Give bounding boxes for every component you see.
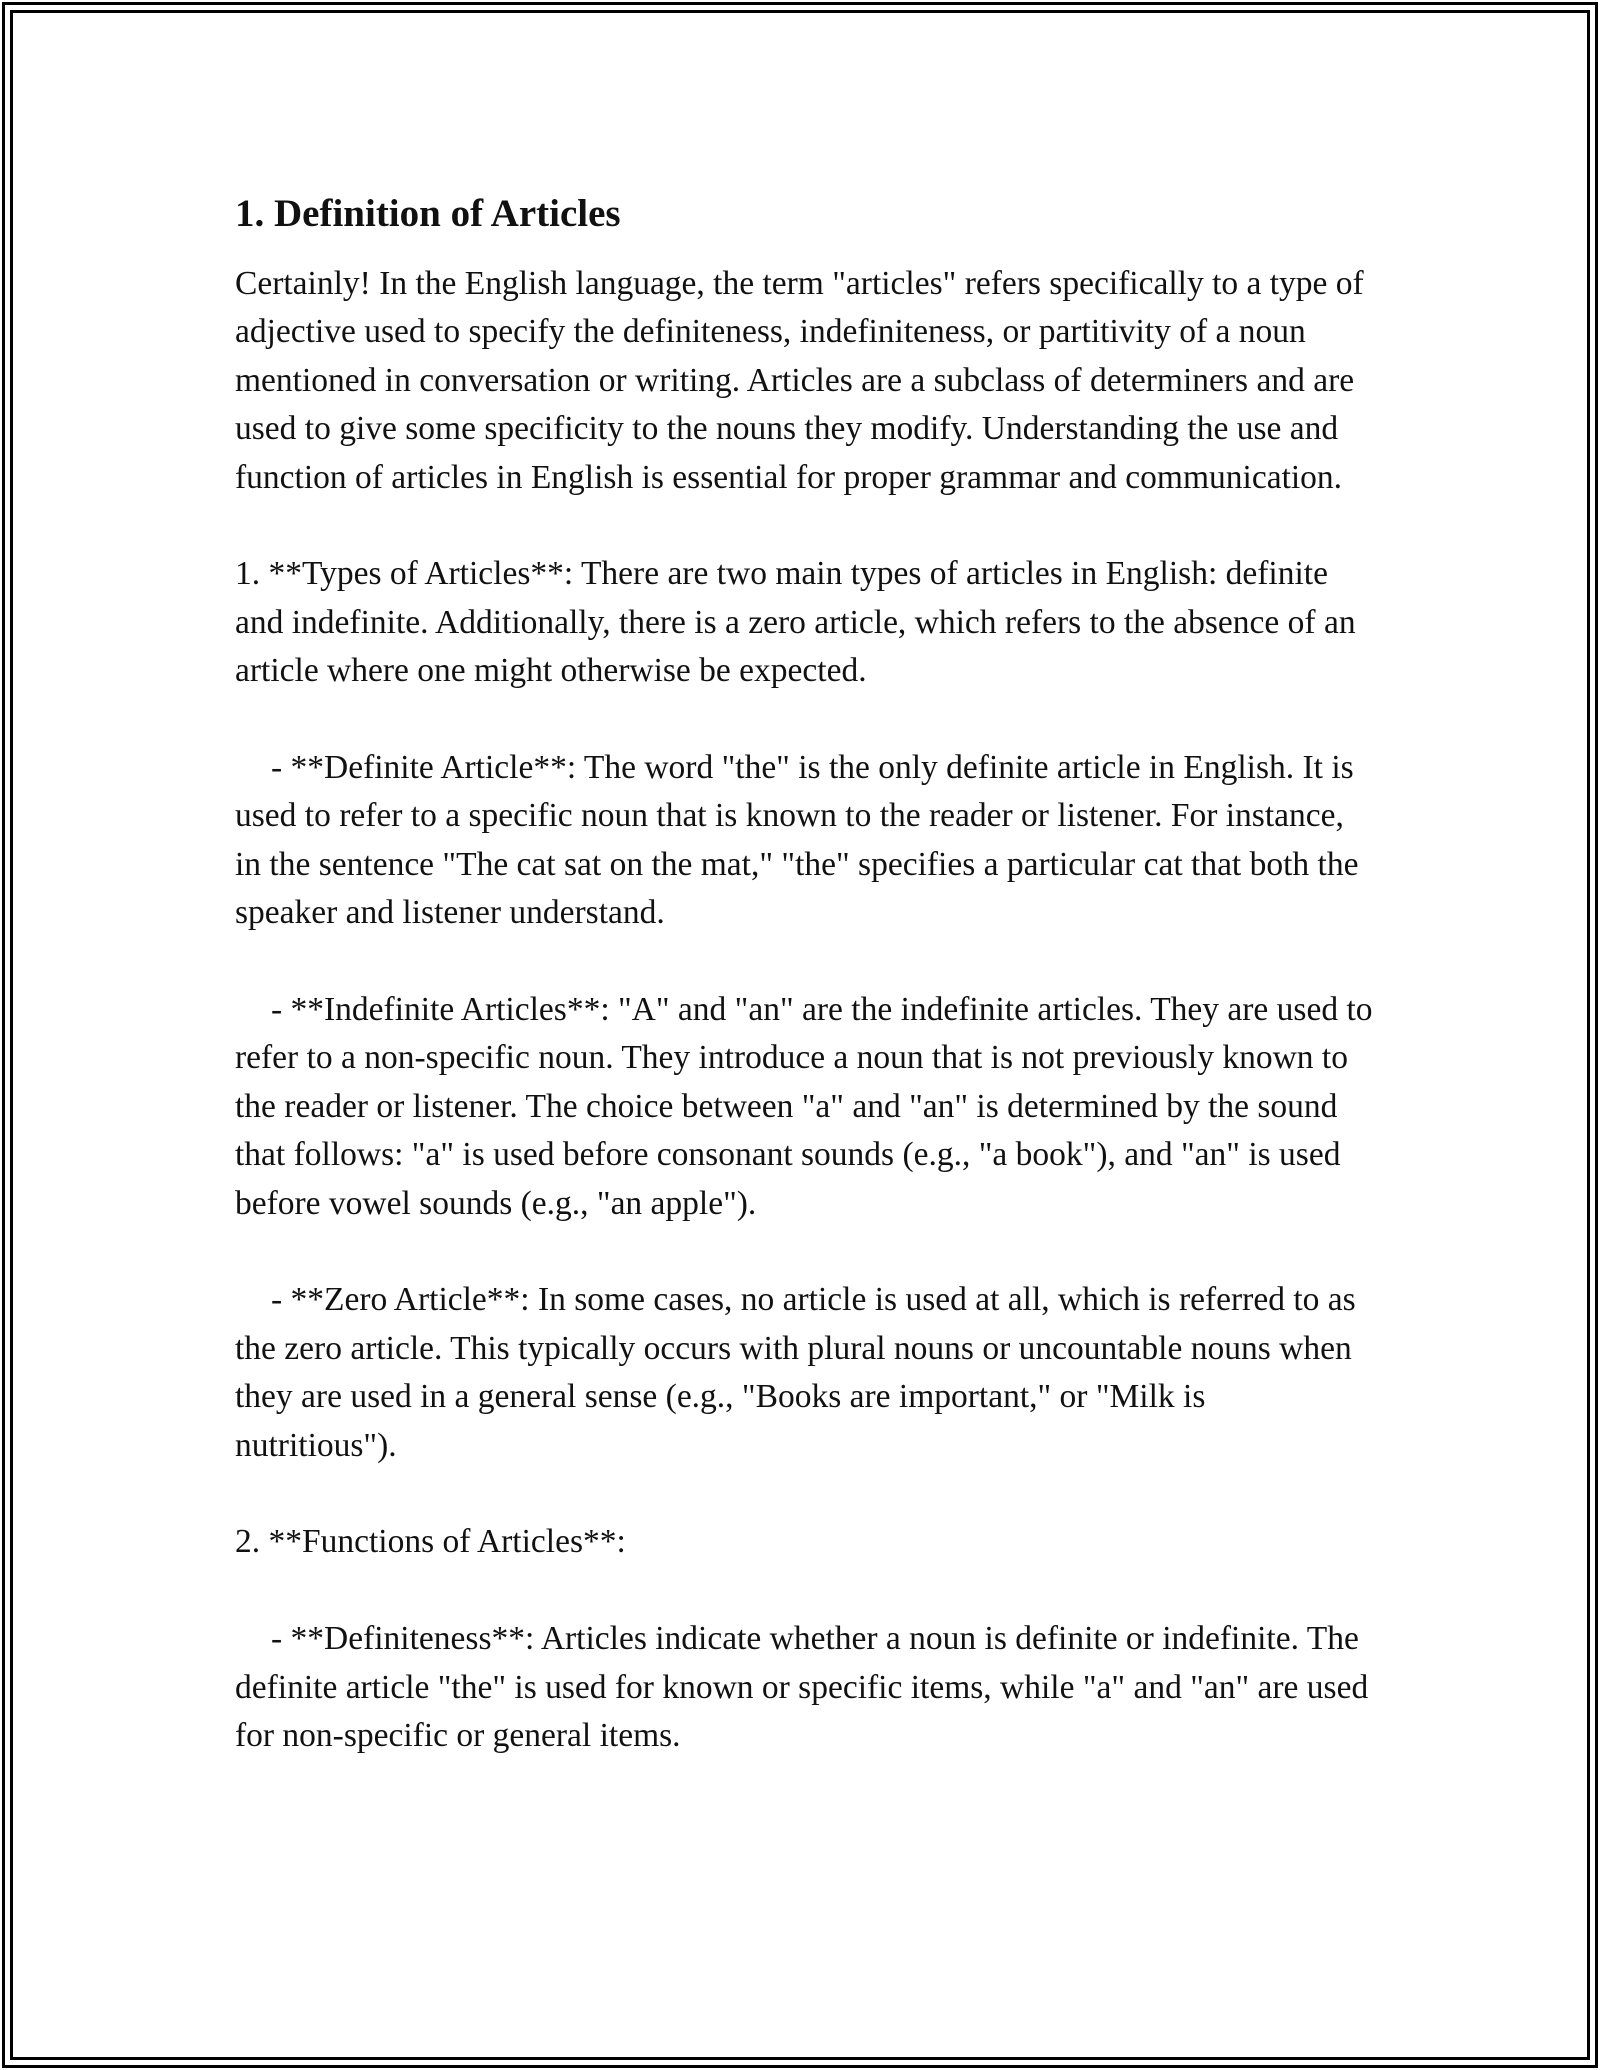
definite-article-paragraph: - **Definite Article**: The word "the" is the only definite article in English. It is used to refer to a specific noun that is known to the reader or listener. For instance, in the sentence "The cat sat on the mat," "the" specifies a particular cat that both the speaker and listener understand.: [235, 749, 1359, 932]
intro-paragraph: Certainly! In the English language, the term "articles" refers specifically to a type of adjective used to specify the definiteness, indefiniteness, or partitivity of a noun mentioned in conversation or writing. Articles are a subclass of determiners and are used to give some specificity to the nouns they modify. Understanding the use and function of articles in English is essential for proper grammar and communication.: [235, 265, 1364, 496]
functions-of-articles-paragraph: 2. **Functions of Articles**:: [235, 1523, 626, 1561]
section-heading: 1. Definition of Articles: [235, 192, 621, 235]
indefinite-articles-paragraph: - **Indefinite Articles**: "A" and "an" are the indefinite articles. They are used to refer to a non-specific noun. They introduce a noun that is not previously known to the reader or listener. The choice between "a" and "an" is determined by the sound that follows: "a" is used before consonant sounds (e.g., "a book"), and "an" is used before vowel sounds (e.g., "an apple").: [235, 991, 1373, 1222]
definiteness-paragraph: - **Definiteness**: Articles indicate whether a noun is definite or indefinite. The definite article "the" is used for known or specific items, while "a" and "an" are used for non-specific or general items.: [235, 1620, 1369, 1755]
types-of-articles-paragraph: 1. **Types of Articles**: There are two main types of articles in English: definite and indefinite. Additionally, there is a zero article, which refers to the absence of an article where one might otherwise be expected.: [235, 555, 1356, 690]
document-body: [235, 188, 1375, 1809]
zero-article-paragraph: - **Zero Article**: In some cases, no article is used at all, which is referred to as the zero article. This typically occurs with plural nouns or uncountable nouns when they are used in a general sense (e.g., "Books are important," or "Milk is nutritious").: [235, 1281, 1356, 1464]
